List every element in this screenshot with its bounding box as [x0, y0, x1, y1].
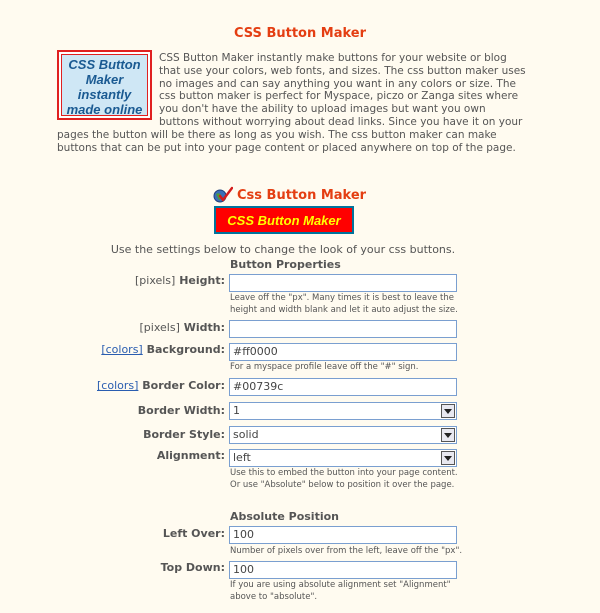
border-width-select[interactable] [229, 402, 457, 420]
background-label [101, 343, 225, 356]
chevron-down-icon[interactable] [441, 428, 455, 442]
height-hint: Leave off the "px". Many times it is best to leave the height and width blank and let it auto adjust the size. [230, 293, 458, 315]
top-down-hint: If you are using absolute alignment set "Alignment" above to "absolute". [230, 580, 451, 602]
instructions-text: Use the settings below to change the look of your css buttons. [110, 243, 456, 256]
maker-heading [213, 186, 366, 204]
border-style-select[interactable] [229, 426, 457, 444]
border-color-input[interactable]: #00739c [229, 378, 457, 396]
border-width-label: Border Width: [137, 404, 225, 417]
border-color-colors-link[interactable]: [colors] [97, 379, 139, 392]
height-unit-label: [pixels] [134, 274, 176, 287]
width-label [140, 321, 225, 334]
alignment-hint: Use this to embed the button into your page content. Or use "Absolute" below to position it over the page. [230, 468, 458, 490]
height-input[interactable] [229, 274, 457, 292]
background-colors-link[interactable]: [colors] [101, 343, 143, 356]
width-unit-label: [pixels] [139, 321, 180, 334]
left-over-hint: Number of pixels over from the left, leave off the "px". [230, 546, 463, 556]
height-label-text: Height: [179, 274, 225, 287]
border-style-label: Border Style: [143, 428, 225, 441]
background-hint: For a myspace profile leave off the "#" sign. [230, 362, 419, 372]
intro-paragraph [57, 52, 527, 154]
chevron-down-icon[interactable] [441, 451, 455, 465]
alignment-label: Alignment: [156, 449, 225, 462]
background-input[interactable]: #ff0000 [229, 343, 457, 361]
alignment-value: left [233, 451, 251, 464]
intro-text: CSS Button Maker instantly make buttons for your website or blog that use your colors, web fonts, and sizes. The css button maker uses no images and can say anything you want in any colors or size. The css button maker is perfect for Myspace, piczo or Zanga sites where you don't have the ability to upload images but want you own buttons without worrying about dead links. Since you have it on your pages the button will be there as long as you wish. The css button maker can make buttons that can be put into your page content or placed anywhere on top of the page. [57, 52, 526, 154]
button-properties-heading: Button Properties [230, 258, 341, 271]
border-style-value: solid [233, 428, 259, 441]
button-preview[interactable]: CSS Button Maker [214, 206, 354, 234]
border-color-label-text: Border Color: [142, 379, 225, 392]
maker-heading-text: Css Button Maker [237, 187, 367, 203]
height-label [135, 274, 225, 287]
border-color-label [97, 379, 225, 392]
left-over-label: Left Over: [162, 527, 225, 540]
logo-text: CSS Button Maker instantly made online [61, 54, 148, 116]
top-down-label: Top Down: [160, 561, 225, 574]
alignment-select[interactable] [229, 449, 457, 467]
background-label-text: Background: [146, 343, 225, 356]
absolute-position-heading: Absolute Position [230, 510, 339, 523]
border-width-value: 1 [233, 404, 240, 417]
globe-check-icon [213, 186, 233, 204]
top-down-input[interactable]: 100 [229, 561, 457, 579]
left-over-input[interactable]: 100 [229, 526, 457, 544]
width-label-text: Width: [183, 321, 225, 334]
width-input[interactable] [229, 320, 457, 338]
chevron-down-icon[interactable] [441, 404, 455, 418]
page-title: CSS Button Maker [234, 26, 366, 41]
